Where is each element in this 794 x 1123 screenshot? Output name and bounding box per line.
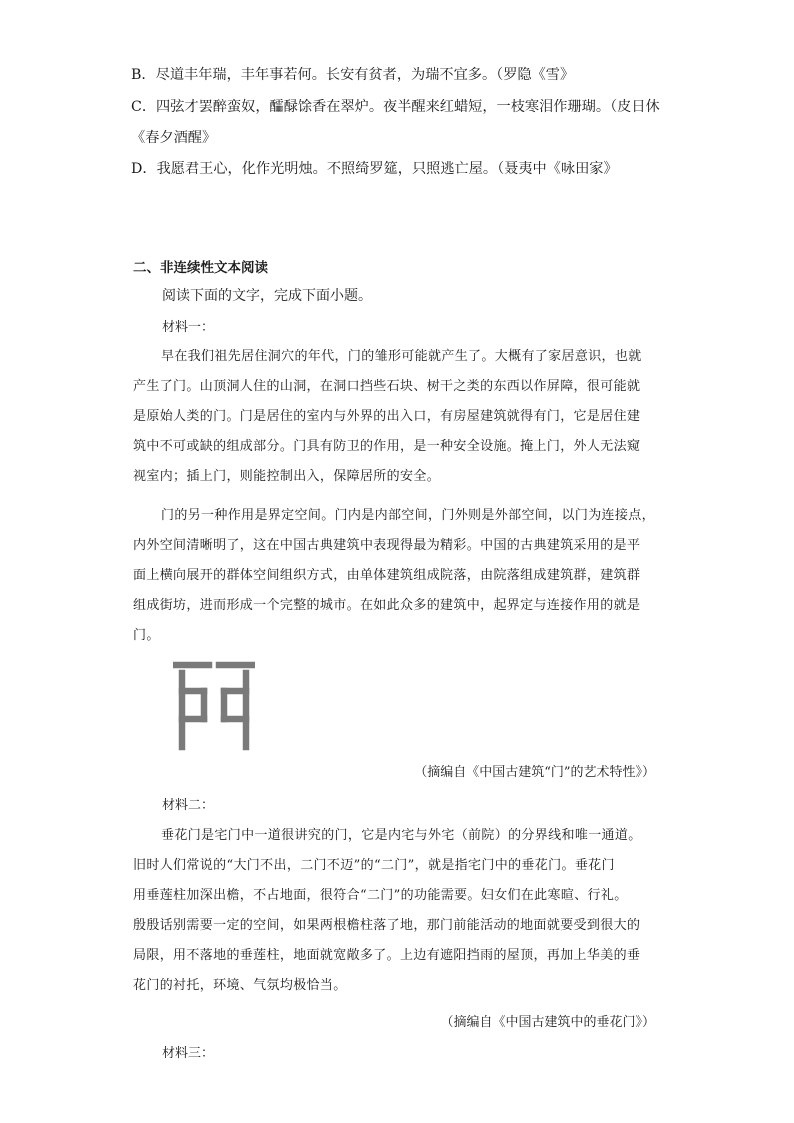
material-1-label: 材料一： xyxy=(162,320,215,335)
material-2-line: 旧时人们常说的“大门不出，二门不迈”的“二门”，就是指宅门中的垂花门。垂花门 xyxy=(133,858,615,873)
material-1-p1-line: 产生了门。山顶洞人住的山洞，在洞口挡些石块、树干之类的东西以作屏障，很可能就 xyxy=(133,379,641,394)
material-1-p1-line: 筑中不可或缺的组成部分。门具有防卫的作用，是一种安全设施。掩上门，外人无法窥 xyxy=(133,439,641,454)
material-2-line: 垂花门是宅门中一道很讲究的门，它是内宅与外宅（前院）的分界线和唯一通道。 xyxy=(161,828,642,843)
option-letter: C． xyxy=(131,99,157,115)
material-1-p2-line: 面上横向展开的群体空间组织方式，由单体建筑组成院落，由院落组成建筑群，建筑群 xyxy=(133,568,641,583)
option-text: 尽道丰年瑞，丰年事若何。长安有贫者，为瑞不宜多。（罗隐《雪》 xyxy=(155,67,575,83)
material-1-source: （摘编自《中国古建筑“门”的艺术特性》） xyxy=(414,765,655,780)
material-2-line: 局限，用不落地的垂莲柱，地面就宽敞多了。上边有遮阳挡雨的屋顶，再加上华美的垂 xyxy=(133,948,641,963)
material-1-p2-line: 内外空间清晰明了，这在中国古典建筑中表现得最为精彩。中国的古典建筑采用的是平 xyxy=(133,538,641,553)
material-1-p2-line: 组成街坊，进而形成一个完整的城市。在如此众多的建筑中，起界定与连接作用的就是 xyxy=(133,598,641,613)
section-heading: 二、非连续性文本阅读 xyxy=(133,260,268,276)
option-c-continued xyxy=(131,128,216,148)
material-2-source: （摘编自《中国古建筑中的垂花门》） xyxy=(440,1015,655,1030)
option-text: 《春夕酒醒》 xyxy=(131,130,217,146)
option-letter: B． xyxy=(131,67,156,83)
option-b xyxy=(131,65,574,85)
material-1-p1-line: 是原始人类的门。门是居住的室内与外界的出入口，有房屋建筑就得有门，它是居住建 xyxy=(133,409,641,424)
ancient-men-character-icon xyxy=(173,659,255,751)
material-1-p1-line: 视室内；插上门，则能控制出入，保障居所的安全。 xyxy=(133,469,441,484)
material-1-p2-line: 门。 xyxy=(133,628,160,643)
material-2-line: 用垂莲柱加深出檐，不占地面，很符合“二门”的功能需要。妇女们在此寒暄、行礼。 xyxy=(133,888,628,903)
option-letter: D． xyxy=(131,161,157,177)
material-1-p2-line: 门的另一种作用是界定空间。门内是内部空间，门外则是外部空间，以门为连接点， xyxy=(161,508,655,523)
option-d xyxy=(131,159,618,179)
material-2-label: 材料二： xyxy=(162,798,215,813)
option-text: 我愿君王心，化作光明烛。不照绮罗筵，只照逃亡屋。（聂夷中《咏田家》 xyxy=(156,161,618,177)
section-instruction: 阅读下面的文字，完成下面小题。 xyxy=(162,288,372,304)
material-2-line: 花门的衬托，环境、气氛均极恰当。 xyxy=(133,978,347,993)
option-text: 四弦才罢醉蛮奴，醽醁馀香在翠炉。夜半醒来红蜡短，一枝寒泪作珊瑚。（皮日休 xyxy=(156,99,660,115)
material-3-label: 材料三： xyxy=(162,1046,215,1061)
material-1-p1-line: 早在我们祖先居住洞穴的年代，门的雏形可能就产生了。大概有了家居意识，也就 xyxy=(161,349,642,364)
option-c xyxy=(131,97,660,117)
material-2-line: 殷殷话别需要一定的空间，如果两根檐柱落了地，那门前能活动的地面就要受到很大的 xyxy=(133,918,641,933)
